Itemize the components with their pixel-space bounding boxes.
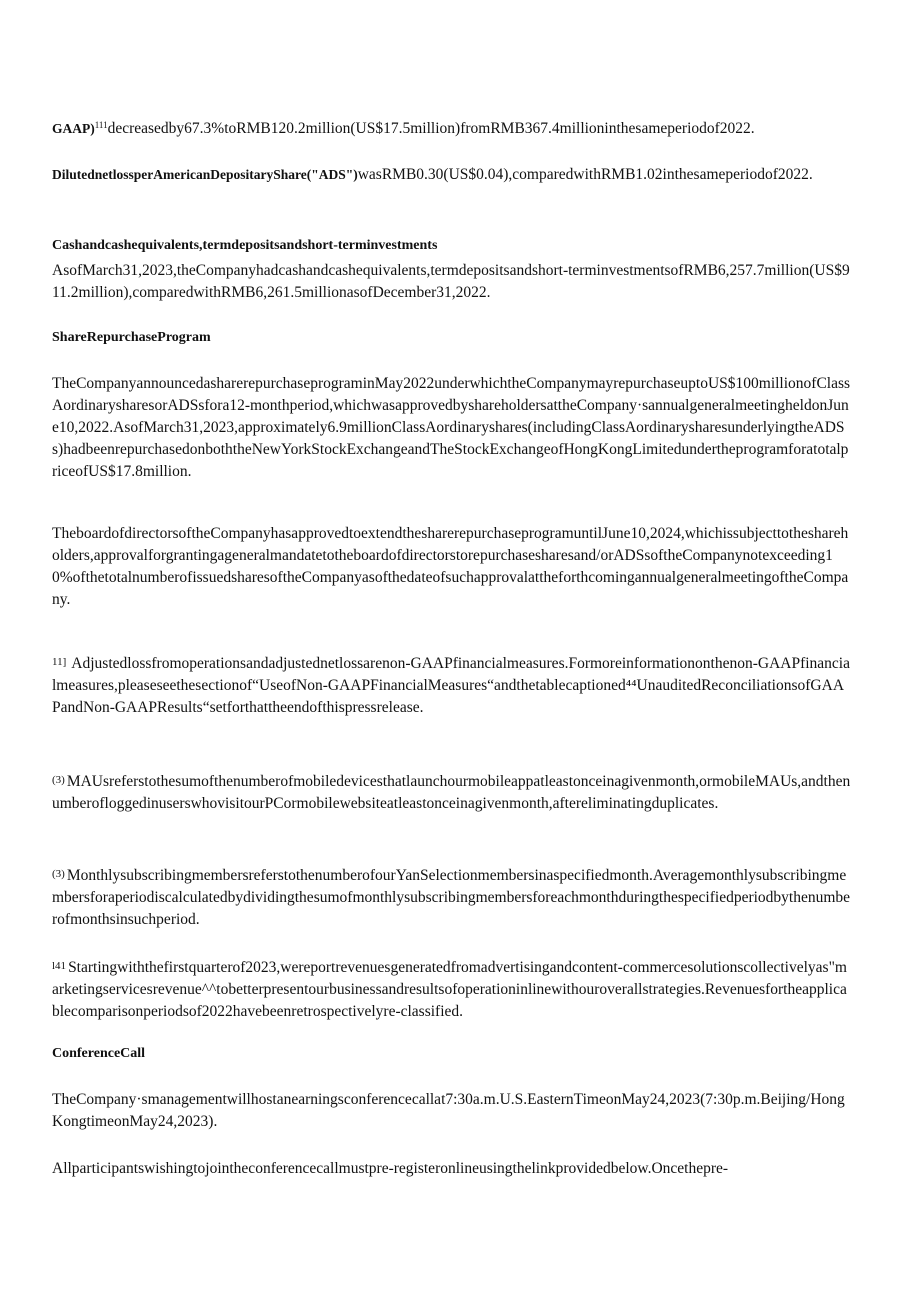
paragraph-repurchase-2: TheboardofdirectorsoftheCompanyhasapprovedtoextendthesharerepurchaseprogramuntilJune10,2024,whichissubjecttotheshareholders,approvalforgrantingageneralmandatetotheboardofdirectorstorepurchasesharesand/orADSsoftheCompanynotexceeding10%ofthetotalnumberofissuedsharesoftheCompanyasofthedateofsuchapprovalattheforthcomingannualgeneralmeetingoftheCompany. bbox=[52, 525, 849, 608]
footnote-text: MAUsreferstothesumofthenumberofmobiledevicesthatlaunchourmobileappatleastonceinagivenmonth,ormobileMAUs,andthenumberofloggedinuserswhovisitourPCormobilewebsiteatleastonceinagivenmonth,aftereliminatingduplicates. bbox=[52, 773, 851, 812]
footnote-1 bbox=[52, 651, 852, 719]
paragraph-conference-2: Allparticipantswishingtojointheconferencecallmustpre-registeronlineusingthelinkprovidedbelow.Oncethepre- bbox=[52, 1160, 729, 1177]
paragraph-diluted-net-loss bbox=[52, 164, 852, 186]
paragraph-text: decreasedby67.3%toRMB120.2million(US$17.5million)fromRMB367.4millioninthesameperiodof2022. bbox=[107, 120, 755, 137]
paragraph-text: AsofMarch31,2023,theCompanyhadcashandcashequivalents,termdepositsandshort-terminvestmentsofRMB6,257.7million(US$911.2million),comparedwithRMB6,261.5millionasofDecember31,2022. bbox=[52, 262, 850, 301]
section-cash bbox=[52, 235, 852, 304]
section-heading-conference: ConferenceCall bbox=[52, 1046, 146, 1061]
paragraph-adjusted-net-loss bbox=[52, 118, 852, 140]
footnote-mark: (3) bbox=[52, 774, 65, 786]
bold-term: GAAP) bbox=[52, 121, 95, 136]
paragraph-conference-1: TheCompany·smanagementwillhostanearningsconferencecallat7:30a.m.U.S.EasternTimeonMay24,2023(7:30p.m.Beijing/HongKongtimeonMay24,2023). bbox=[52, 1091, 845, 1130]
footnote-text: Startingwiththefirstquarterof2023,wereportrevenuesgeneratedfromadvertisingandcontent-commercesolutionscollectivelyas"marketingservicesrevenue^^tobetterpresentourbusinessandresultsofoperationinlinewithouroverallstrategies.Revenuesfortheapplicablecomparisonperiodsof2022havebeenretrospectivelyre-classified. bbox=[52, 959, 847, 1020]
footnote-3 bbox=[52, 863, 852, 931]
paragraph-text: wasRMB0.30(US$0.04),comparedwithRMB1.02inthesameperiodof2022. bbox=[357, 166, 813, 183]
footnote-ref: 111 bbox=[94, 120, 108, 130]
footnote-2 bbox=[52, 769, 852, 815]
footnote-mark: 11] bbox=[52, 656, 67, 668]
paragraph-repurchase-1: TheCompanyannouncedasharerepurchaseprograminMay2022underwhichtheCompanymayrepurchaseuptoUS$100millionofClassAordinarysharesorADSsfora12-monthperiod,whichwasapprovedbyshareholdersattheCompany·sannualgeneralmeetingheldonJune10,2022.AsofMarch31,2023,approximately6.9millionClassAordinaryshares(includingClassAordinarysharesunderlyingtheADSs)hadbeenrepurchasedonboththeNewYorkStockExchangeandTheStockExchangeofHongKongLimitedundertheprogramforatotalpriceofUS$17.8million. bbox=[52, 375, 851, 480]
footnote-4 bbox=[52, 955, 852, 1023]
footnote-text: MonthlysubscribingmembersreferstothenumberofourYanSelectionmembersinaspecifiedmonth.Averagemonthlysubscribingmembersforaperiodiscalculatedbydividingthesumofmonthlysubscribingmembersforeachmonthduringthespecifiedperiodbythenumberofmonthsinsuchperiod. bbox=[52, 867, 851, 928]
footnote-mark: l41 bbox=[52, 960, 67, 972]
section-heading-repurchase: ShareRepurchaseProgram bbox=[52, 330, 211, 345]
footnote-text: Adjustedlossfromoperationsandadjustednetlossarenon-GAAPfinancialmeasures.Formoreinformationonthenon-GAAPfinancialmeasures,pleaseseethesectionof“UseofNon-GAAPFinancialMeasures“andthetablecaptioned⁴⁴UnauditedReconciliationsofGAAPandNon-GAAPResults“setforthattheendofthispressrelease. bbox=[52, 655, 850, 716]
bold-term: DilutednetlossperAmericanDepositaryShare("ADS") bbox=[52, 167, 358, 182]
footnote-mark: (3) bbox=[52, 868, 65, 880]
section-heading: Cashandcashequivalents,termdepositsandshort-terminvestments bbox=[52, 238, 438, 253]
